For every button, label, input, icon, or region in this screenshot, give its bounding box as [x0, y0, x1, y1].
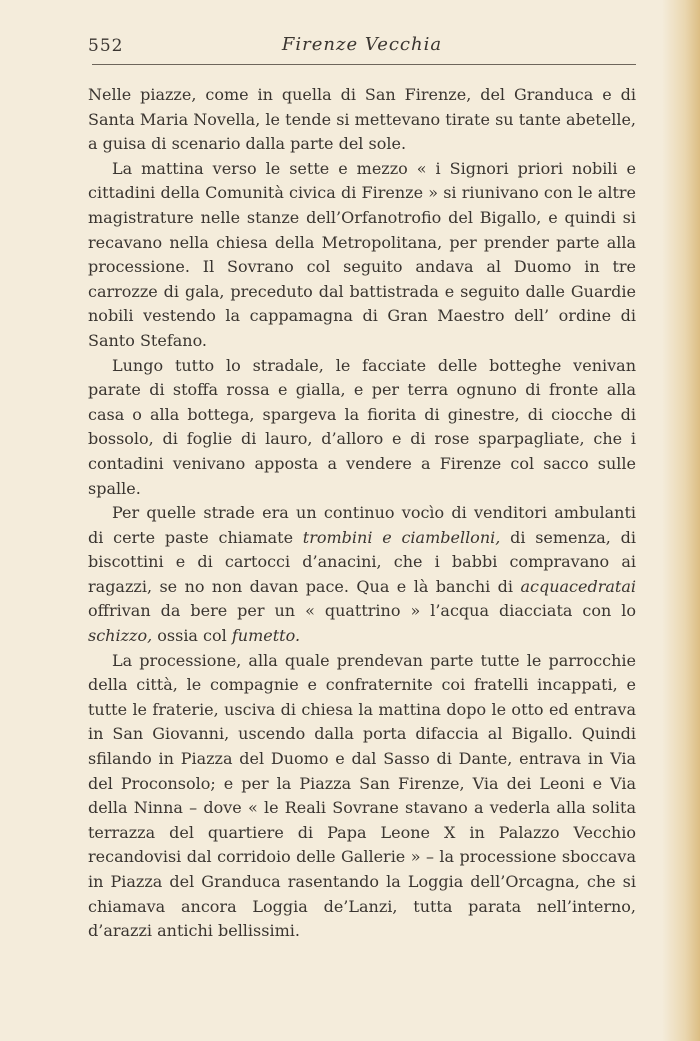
running-title: Firenze Vecchia: [281, 34, 443, 55]
paragraph: La processione, alla quale prendevan parte tutte le parrocchie della città, le compagnie e confraternite coi fratelli incappati, e tutte le fraterie, usciva di chiesa la mattina dopo le otto ed entrava in San Giovanni, uscendo dalla porta difaccia al Bigallo. Quindi sfilando in Piazza del Duomo e dal Sasso di Dante, entrava in Via del Proconsolo; e per la Piazza San Firenze, Via dei Leoni e Via della Ninna – dove « le Reali Sovrane stavano a vederla alla solita terrazza del quartiere di Papa Leone X in Palazzo Vecchio recandovisi dal corridoio delle Gallerie » – la processione sboccava in Piazza del Granduca rasentando la Loggia dell’Orcagna, che si chiamava ancora Loggia de’Lanzi, tutta parata nell’interno, d’arazzi antichi bellissimi.: [88, 650, 636, 941]
text-run: offrivan da bere per un « quattrino » l’acqua diacciata con lo: [88, 601, 636, 621]
page-edge-shading: [662, 0, 700, 1041]
header-rule: [92, 64, 636, 65]
italic-term: schizzo,: [88, 626, 153, 646]
italic-term: trombini e ciambelloni,: [302, 527, 501, 547]
italic-term: acquacedratai: [520, 576, 636, 596]
page-header: [88, 28, 636, 68]
paragraph: Nelle piazze, come in quella di San Firenze, del Granduca e di Santa Maria Novella, le tende si mettevano tirate su tante abetelle, a guisa di scenario dalla parte del sole.: [88, 85, 636, 154]
text-run: ossia col: [152, 626, 232, 646]
italic-term: fumetto.: [231, 626, 301, 646]
text-run: di semenza, di biscottini e di cartocci d’anacini, che i babbi compravano ai ragazzi, se no non davan pace. Qua e là banchi di: [88, 527, 636, 596]
text-run: Per quelle strade era un continuo vocìo di venditori ambulanti di certe paste chiamate: [88, 503, 636, 547]
paragraph: [88, 501, 636, 649]
body-text: [88, 83, 636, 944]
page-number: 552: [88, 36, 124, 56]
paragraph: Lungo tutto lo stradale, le facciate delle botteghe venivan parate di stoffa rossa e gialla, e per terra ognuno di fronte alla casa o alla bottega, spargeva la fiorita di ginestre, di ciocche di bossolo, di foglie di lauro, d’alloro e di rose sparpagliate, che i contadini venivano apposta a vendere a Firenze col sacco sulle spalle.: [88, 355, 636, 498]
paragraph: La mattina verso le sette e mezzo « i Signori priori nobili e cittadini della Comunità civica di Firenze » si riunivano con le altre magistrature nelle stanze dell’Orfanotrofio del Bigallo, e quindi si recavano nella chiesa della Metropolitana, per prender parte alla processione. Il Sovrano col seguito andava al Duomo in tre carrozze di gala, preceduto dal battistrada e seguito dalle Guardie nobili vestendo la cappamagna di Gran Maestro dell’ ordine di Santo Stefano.: [88, 158, 636, 350]
